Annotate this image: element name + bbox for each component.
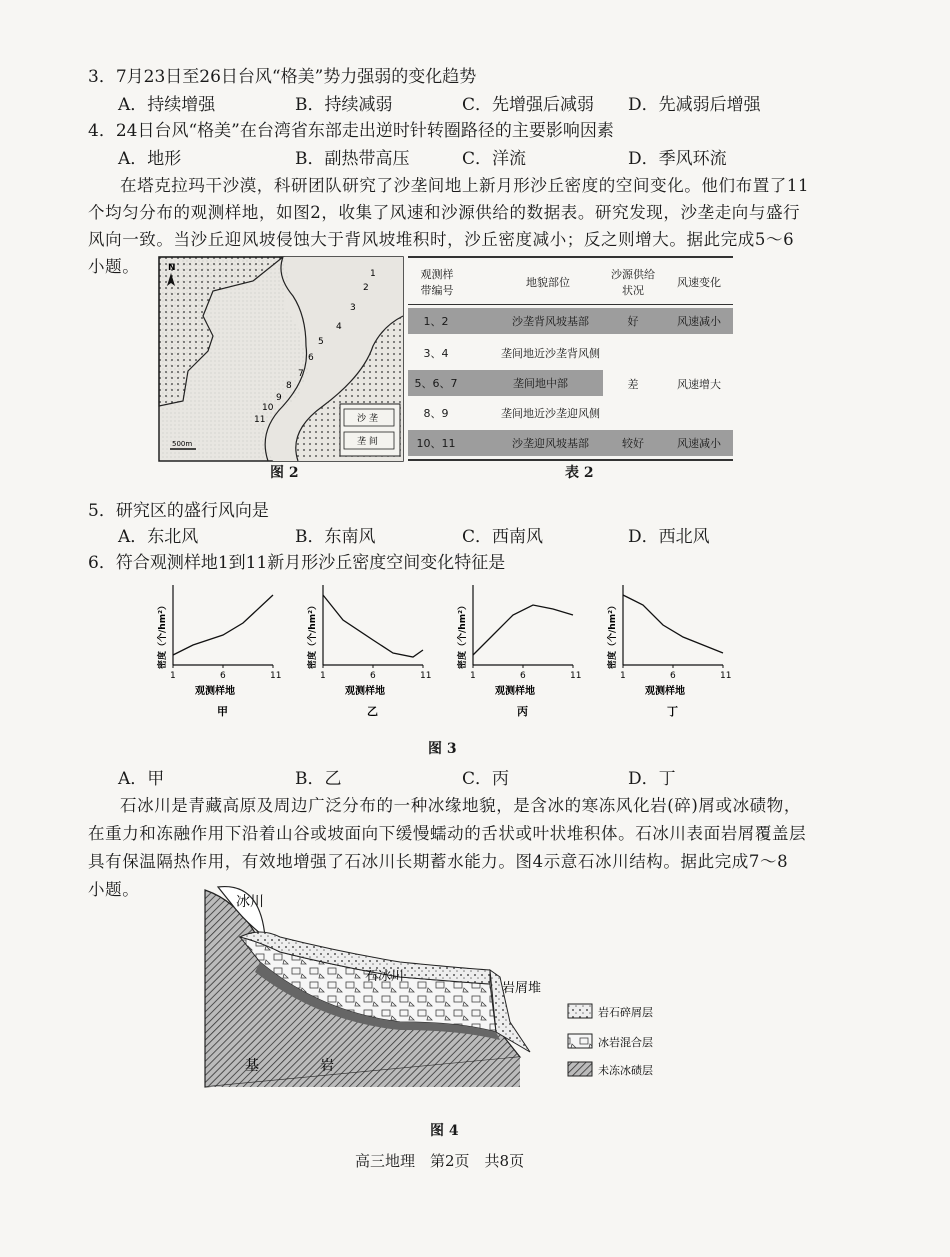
legend-sand-ridge: 沙 垄 — [357, 414, 378, 424]
table-row — [408, 400, 733, 426]
passage2-line-2: 在重力和冻融作用下沿着山谷或坡面向下缓慢蠕动的舌状或叶状堆积体。石冰川表面岩屑覆盖层 — [88, 824, 807, 843]
table-row — [408, 430, 733, 456]
passage1-line-4: 小题。 — [88, 257, 140, 276]
y-axis-label: 密度（个/hm²） — [308, 600, 318, 669]
table-header-id: 观测样 带编号 — [420, 268, 454, 297]
table-cell-supply: 差 — [627, 378, 639, 391]
label-bedrock-1: 基 — [245, 1058, 259, 1074]
chart-4 — [606, 585, 731, 718]
table-cell-part: 垄间地中部 — [513, 377, 568, 390]
q6-option-d: D．丁 — [628, 769, 676, 789]
north-label: N — [168, 263, 176, 273]
legend-till: 未冻冰碛层 — [598, 1064, 653, 1077]
q3-option-a: A．持续增强 — [118, 95, 216, 115]
legend-swatch-ice-rock — [568, 1034, 592, 1048]
table-header-rule — [408, 304, 733, 305]
x-tick-label: 1 — [620, 671, 626, 681]
series-line — [323, 595, 423, 657]
figure-3-caption: 图 3 — [428, 741, 457, 757]
y-axis-label: 密度（个/hm²） — [608, 600, 618, 669]
x-axis-label: 观测样地 — [645, 686, 685, 697]
q5-stem: 5．研究区的盛行风向是 — [88, 501, 269, 521]
chart-2 — [306, 585, 431, 718]
x-tick-label: 6 — [220, 671, 226, 681]
series-line — [623, 595, 723, 653]
table-cell-id: 8、9 — [423, 407, 449, 420]
q6-option-b: B．乙 — [295, 769, 342, 789]
x-tick-label: 11 — [420, 671, 432, 681]
table-cell-wind: 风速增大 — [677, 378, 721, 391]
x-axis-label: 观测样地 — [345, 686, 385, 697]
q3-option-d: D．先减弱后增强 — [628, 95, 761, 115]
table-row — [408, 370, 603, 396]
q4-stem: 4．24日台风“格美”在台湾省东部走出逆时针转圈路径的主要影响因素 — [88, 121, 614, 141]
passage1-line-2: 个均匀分布的观测样地，如图2，收集了风速和沙源供给的数据表。研究发现，沙垄走向与盛行 — [88, 203, 801, 222]
q4-option-d: D．季风环流 — [628, 149, 727, 169]
q4-option-c: C．洋流 — [462, 149, 527, 169]
chart-1 — [156, 585, 281, 718]
table-cell-supply: 好 — [627, 315, 639, 328]
legend-swatch-till — [568, 1062, 592, 1076]
fig2-point-8: 8 — [286, 381, 292, 391]
x-axis-label: 观测样地 — [195, 686, 235, 697]
x-tick-label: 6 — [670, 671, 676, 681]
x-tick-label: 6 — [370, 671, 376, 681]
table-cell-id: 1、2 — [423, 315, 449, 328]
y-axis-label: 密度（个/hm²） — [458, 600, 468, 669]
table-cell-supply: 较好 — [622, 437, 644, 450]
x-tick-label: 1 — [320, 671, 326, 681]
figure-4-caption: 图 4 — [430, 1123, 459, 1139]
panel-title: 丁 — [667, 705, 678, 718]
x-tick-label: 1 — [170, 671, 176, 681]
fig2-point-9: 9 — [276, 393, 282, 403]
x-tick-label: 11 — [570, 671, 582, 681]
fig2-point-10: 10 — [262, 403, 274, 413]
figure-2-map — [158, 256, 404, 462]
table-cell-wind: 风速减小 — [677, 437, 721, 450]
table-cell-id: 10、11 — [416, 437, 456, 450]
table-bottom-rule — [408, 459, 733, 461]
fig2-point-11: 11 — [254, 415, 266, 425]
passage2-line-1: 石冰川是青藏高原及周边广泛分布的一种冰缘地貌，是含冰的寒冻风化岩(碎)屑或冰碛物， — [120, 796, 801, 815]
table-row — [408, 340, 733, 366]
x-tick-label: 11 — [720, 671, 732, 681]
passage2-line-4: 小题。 — [88, 880, 140, 899]
table-cell-wind: 风速减小 — [677, 315, 721, 328]
q5-option-c: C．西南风 — [462, 527, 544, 547]
table-header-supply: 沙源供给 状况 — [611, 268, 655, 297]
figure-3-charts — [145, 575, 745, 735]
label-talus: 岩屑堆 — [502, 981, 542, 996]
x-tick-label: 1 — [470, 671, 476, 681]
figure-4-rock-glacier — [200, 882, 680, 1092]
series-line — [173, 595, 273, 655]
legend-debris: 岩石碎屑层 — [598, 1006, 653, 1019]
fig2-point-5: 5 — [318, 337, 324, 347]
label-bedrock-2: 岩 — [320, 1058, 334, 1074]
q4-option-a: A．地形 — [118, 149, 182, 169]
fig2-point-4: 4 — [336, 322, 342, 332]
table-cell-part: 垄间地近沙垄背风侧 — [501, 347, 600, 360]
table-cell-part: 垄间地近沙垄迎风侧 — [501, 407, 600, 420]
x-axis-label: 观测样地 — [495, 686, 535, 697]
q4-option-b: B．副热带高压 — [295, 149, 410, 169]
fig2-point-1: 1 — [370, 269, 376, 279]
fig2-point-6: 6 — [308, 353, 314, 363]
legend-ice-rock: 冰岩混合层 — [598, 1036, 653, 1049]
chart-3 — [456, 585, 581, 718]
q5-option-b: B．东南风 — [295, 527, 376, 547]
panel-title: 丙 — [517, 705, 528, 718]
panel-title: 乙 — [367, 705, 378, 718]
page-footer: 高三地理 第2页 共8页 — [355, 1152, 525, 1170]
x-tick-label: 11 — [270, 671, 282, 681]
table-cell-part: 沙垄迎风坡基部 — [512, 437, 589, 450]
q3-option-c: C．先增强后减弱 — [462, 95, 595, 115]
q6-stem: 6．符合观测样地1到11新月形沙丘密度空间变化特征是 — [88, 553, 506, 573]
passage1-line-1: 在塔克拉玛干沙漠，科研团队研究了沙垄间地上新月形沙丘密度的空间变化。他们布置了11 — [120, 176, 810, 195]
table-cell-id: 5、6、7 — [414, 377, 458, 390]
panel-title: 甲 — [217, 705, 228, 718]
fig2-point-3: 3 — [350, 303, 356, 313]
q3-stem: 3．7月23日至26日台风“格美”势力强弱的变化趋势 — [88, 67, 477, 87]
legend-swatch-debris — [568, 1004, 592, 1018]
q5-option-d: D．西北风 — [628, 527, 710, 547]
table-2-header — [408, 262, 733, 302]
passage2-line-3: 具有保温隔热作用，有效地增强了石冰川长期蓄水能力。图4示意石冰川结构。据此完成7～8 — [88, 852, 789, 871]
q6-option-c: C．丙 — [462, 769, 510, 789]
passage1-line-3: 风向一致。当沙丘迎风坡侵蚀大于背风坡堆积时，沙丘密度减小；反之则增大。据此完成5～6 — [88, 230, 795, 249]
x-tick-label: 6 — [520, 671, 526, 681]
figure-2-caption: 图 2 — [270, 465, 299, 481]
label-rock-glacier: 石冰川 — [365, 969, 405, 984]
q3-option-b: B．持续减弱 — [295, 95, 393, 115]
fig2-point-7: 7 — [298, 369, 304, 379]
table-cell-part: 沙垄背风坡基部 — [512, 315, 589, 328]
table-row — [408, 308, 733, 334]
q5-option-a: A．东北风 — [118, 527, 199, 547]
table-top-rule — [408, 256, 733, 258]
table-2-caption: 表 2 — [565, 465, 594, 481]
series-line — [473, 605, 573, 655]
q6-option-a: A．甲 — [118, 769, 165, 789]
scale-label: 500m — [172, 440, 193, 448]
y-axis-label: 密度（个/hm²） — [158, 600, 168, 669]
fig2-point-2: 2 — [363, 283, 369, 293]
label-glacier: 冰川 — [236, 894, 264, 910]
table-header-part: 地貌部位 — [526, 276, 570, 289]
table-cell-id: 3、4 — [423, 347, 449, 360]
table-header-wind: 风速变化 — [677, 276, 721, 289]
legend-interridge: 垄 间 — [357, 437, 378, 447]
